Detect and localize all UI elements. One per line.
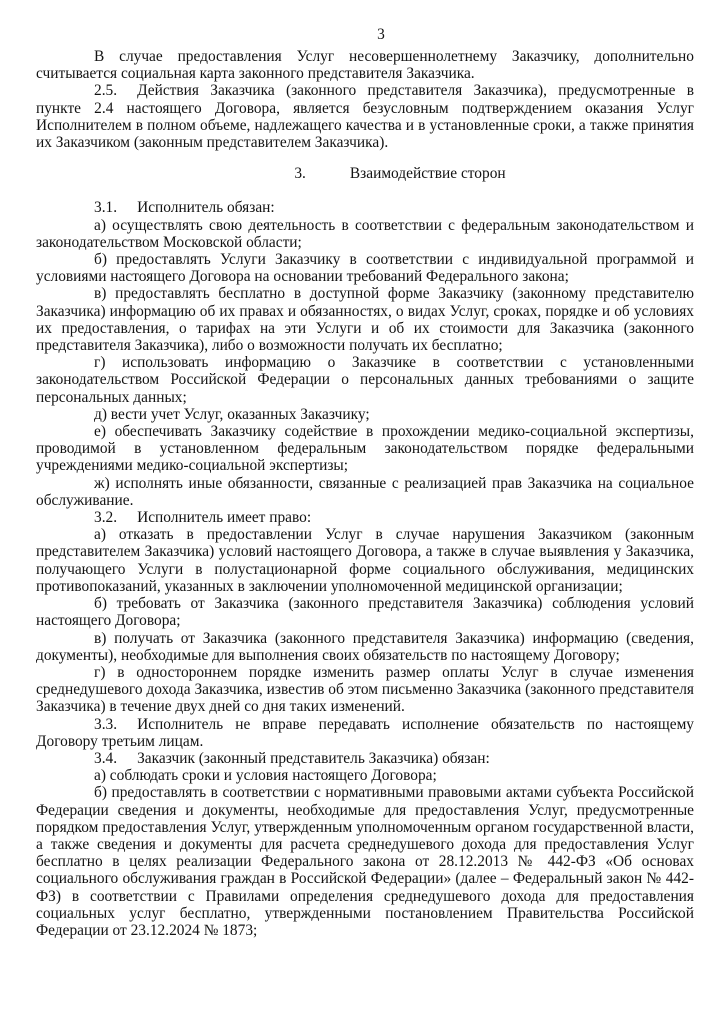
item-number: 3.3. — [94, 715, 118, 733]
paragraph — [36, 716, 694, 750]
item-text: Исполнитель имеет право: — [137, 509, 312, 527]
paragraph: в) получать от Заказчика (законного представителя Заказчика) информацию (сведения, документы), необходимые для выполнения своих обязательств по настоящему Договору; — [36, 629, 694, 664]
item-text: Исполнитель не вправе передавать исполнение обязательств по настоящему Договору третьим лицам. — [36, 715, 694, 750]
paragraph: г) использовать информацию о Заказчике в соответствии с установленными законодательством Российской Федерации о персональных данных требованиями о защите персональных данных; — [36, 354, 694, 406]
paragraph: б) требовать от Заказчика (законного представителя Заказчика) соблюдения условий настоящего Договора; — [36, 595, 694, 630]
paragraph: б) предоставлять в соответствии с нормативными правовыми актами субъекта Российской Федерации сведения и документы, необходимые для предоставления Услуг, предусмотренные порядком предоставления Услуг, утвержденным уполномоченным органом государственной власти, а также сведения и документы для расчета среднедушевого дохода для предоставления Услуг бесплатно в целях реализации Федерального закона от 28.12.2013 № 442-ФЗ «Об основах социального обслуживания граждан в Российской Федерации» (далее – Федеральный закон № 442-ФЗ) в соответствии с Правилами определения среднедушевого дохода для предоставления социальных услуг бесплатно, утвержденными постановлением Правительства Российской Федерации от 23.12.2024 № 1873; — [36, 784, 694, 939]
item-number: 3.1. — [94, 199, 118, 217]
paragraph: г) в одностороннем порядке изменить размер оплаты Услуг в случае изменения среднедушевого дохода Заказчика, известив об этом письменно Заказчика (законного представителя Заказчика) в течение двух дней со дня таких изменений. — [36, 663, 694, 716]
section-heading — [106, 165, 694, 182]
paragraph — [36, 82, 694, 151]
item-number: 2.5. — [94, 82, 118, 100]
paragraph: а) осуществлять свою деятельность в соответствии с федеральным законодательством и законодательством Московской области; — [36, 216, 694, 251]
document-body — [36, 48, 694, 939]
paragraph: В случае предоставления Услуг несовершеннолетнему Заказчику, дополнительно считывается социальная карта законного представителя Заказчика. — [36, 48, 694, 83]
page-number: 3 — [377, 26, 385, 43]
paragraph: ж) исполнять иные обязанности, связанные с реализацией прав Заказчика на социальное обслуживание. — [36, 474, 694, 509]
paragraph — [36, 199, 694, 216]
paragraph — [36, 509, 694, 526]
item-number: 3.4. — [94, 749, 118, 767]
item-text: Заказчик (законный представитель Заказчика) обязан: — [137, 749, 490, 767]
item-text: Действия Заказчика (законного представителя Заказчика), предусмотренные в пункте 2.4 настоящего Договора, является безусловным подтверждением оказания Услуг Исполнителем в полном объеме, надлежащего качества и в установленные сроки, а также принятия их Заказчиком (законным представителем Заказчика). — [36, 82, 694, 152]
item-text: Взаимодействие сторон — [349, 165, 506, 183]
paragraph: а) отказать в предоставлении Услуг в случае нарушения Заказчиком (законным представителем Заказчика) условий настоящего Договора, а также в случае выявления у Заказчика, получающего Услуги в полустационарной форме социального обслуживания, медицинских противопоказаний, указанных в заключении уполномоченной медицинской организации; — [36, 526, 694, 595]
paragraph — [36, 750, 694, 767]
item-number: 3. — [294, 165, 306, 183]
paragraph: е) обеспечивать Заказчику содействие в прохождении медико-социальной экспертизы, проводимой в установленном федеральным законодательством порядке федеральными учреждениями медико-социальной экспертизы; — [36, 423, 694, 475]
paragraph: д) вести учет Услуг, оказанных Заказчику; — [94, 405, 370, 423]
paragraph: б) предоставлять Услуги Заказчику в соответствии с индивидуальной программой и условиями настоящего Договора на основании требований Федерального закона; — [36, 251, 694, 286]
paragraph: в) предоставлять бесплатно в доступной форме Заказчику (законному представителю Заказчика) информацию об их правах и обязанностях, о видах Услуг, сроках, порядке и об условиях их предоставления, о тарифах на эти Услуги и об их стоимости для Заказчика (законного представителя Заказчика), либо о возможности получать их бесплатно; — [36, 285, 694, 355]
paragraph: а) соблюдать сроки и условия настоящего Договора; — [94, 767, 437, 785]
item-number: 3.2. — [94, 509, 118, 527]
item-text: Исполнитель обязан: — [137, 199, 275, 217]
